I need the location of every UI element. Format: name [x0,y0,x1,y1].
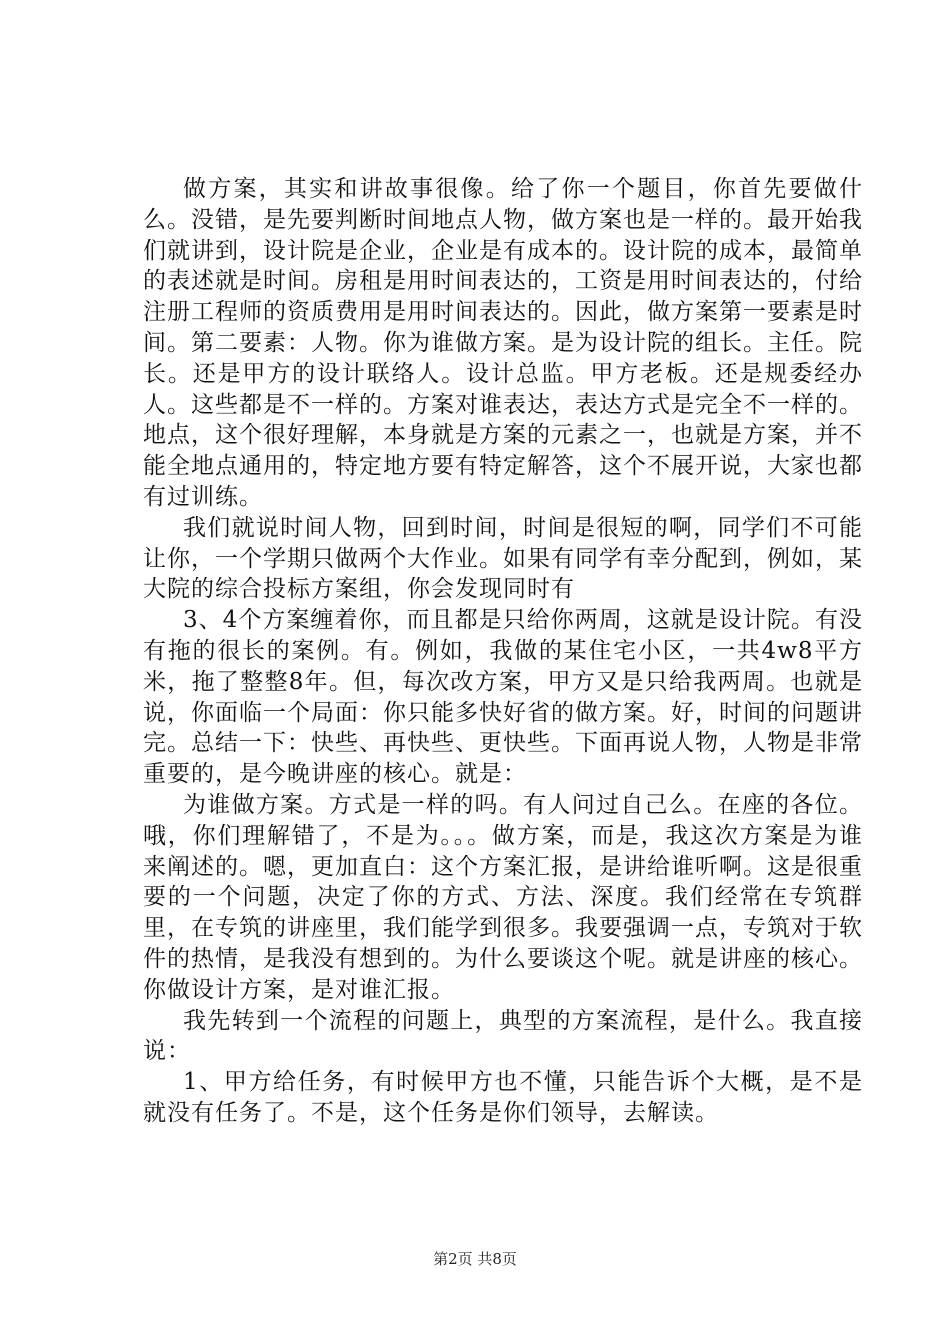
paragraph: 1、甲方给任务，有时候甲方也不懂，只能告诉个大概，是不是就没有任务了。不是，这个任务是你们领导，去解读。 [143,1069,863,1126]
paragraph: 为谁做方案。方式是一样的吗。有人问过自己么。在座的各位。哦，你们理解错了，不是为。。。做方案，而是，我这次方案是为谁来阐述的。嗯，更加直白：这个方案汇报，是讲给谁听啊。这是很重要的一个问题，决定了你的方式、方法、深度。我们经常在专筑群里，在专筑的讲座里，我们能学到很多。我要强调一点，专筑对于软件的热情，是我没有想到的。为什么要谈这个呢。就是讲座的核心。你做设计方案，是对谁汇报。 [143,791,863,1003]
paragraph: 我先转到一个流程的问题上，典型的方案流程，是什么。我直接说： [143,1007,863,1065]
paragraph: 3、4个方案缠着你，而且都是只给你两周，这就是设计院。有没有拖的很长的案例。有。例如，我做的某住宅小区，一共4w8平方米，拖了整整8年。但，每次改方案，甲方又是只给我两周。也就是说，你面临一个局面：你只能多快好省的做方案。好，时间的问题讲完。总结一下：快些、再快些、更快些。下面再说人物，人物是非常重要的，是今晚讲座的核心。就是： [143,607,863,788]
page-number-footer: 第2页 共8页 [433,1250,517,1268]
paragraph: 我们就说时间人物，回到时间，时间是很短的啊，同学们不可能让你，一个学期只做两个大作业。如果有同学有幸分配到，例如，某大院的综合投标方案组，你会发现同时有 [143,514,863,603]
body-text [143,174,863,1129]
paragraph: 做方案，其实和讲故事很像。给了你一个题目，你首先要做什么。没错，是先要判断时间地点人物，做方案也是一样的。最开始我们就讲到，设计院是企业，企业是有成本的。设计院的成本，最简单的表述就是时间。房租是用时间表达的，工资是用时间表达的，付给注册工程师的资质费用是用时间表达的。因此，做方案第一要素是时间。第二要素：人物。你为谁做方案。是为设计院的组长。主任。院长。还是甲方的设计联络人。设计总监。甲方老板。还是规委经办人。这些都是不一样的。方案对谁表达，表达方式是完全不一样的。地点，这个很好理解，本身就是方案的元素之一，也就是方案，并不能全地点通用的，特定地方要有特定解答，这个不展开说，大家也都有过训练。 [143,176,863,510]
